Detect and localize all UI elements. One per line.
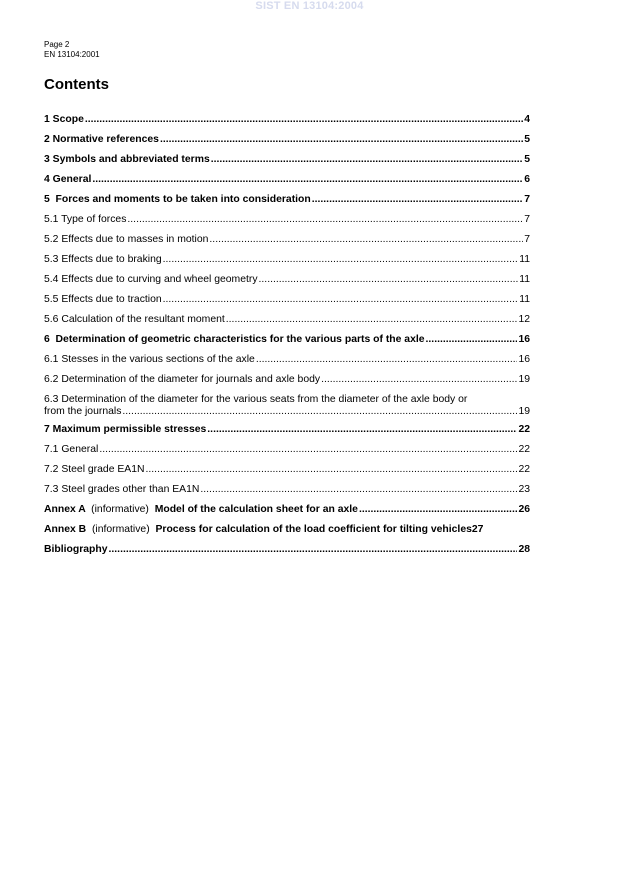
dot-leader — [226, 312, 518, 328]
toc-entry[interactable] — [44, 312, 530, 332]
toc-page-number: 22 — [518, 424, 530, 435]
toc-entry[interactable] — [44, 482, 530, 502]
toc-entry[interactable] — [44, 352, 530, 372]
toc-page-number: 23 — [518, 484, 530, 495]
dot-leader — [99, 442, 517, 458]
watermark: SIST EN 13104:2004 — [255, 0, 364, 12]
dot-leader — [160, 132, 523, 148]
toc-entry[interactable] — [44, 172, 530, 192]
toc-annex-heading — [44, 502, 358, 518]
toc-entry-text: 7.3 Steel grades other than EA1N — [44, 484, 200, 495]
toc-entry-text: 6 Determination of geometric characteristics for the various parts of the axle — [44, 334, 425, 345]
toc-page-number: 6 — [524, 174, 530, 185]
toc-page-number: 5 — [524, 134, 530, 145]
toc-entry-text: 5.4 Effects due to curving and wheel geometry — [44, 274, 258, 285]
dot-leader — [127, 212, 523, 228]
dot-leader — [359, 502, 518, 518]
toc-entry-text: Model of the calculation sheet for an axle — [154, 504, 358, 515]
toc-entry[interactable] — [44, 192, 530, 212]
dot-leader — [85, 112, 523, 128]
toc-entry-text-continued: from the journals — [44, 406, 122, 417]
toc-entry[interactable] — [44, 372, 530, 392]
toc-entry[interactable] — [44, 542, 530, 562]
toc-page-number: 22 — [518, 464, 530, 475]
dot-leader — [146, 462, 518, 478]
toc-entry[interactable] — [44, 112, 530, 132]
toc-entry-text: 5.5 Effects due to traction — [44, 294, 162, 305]
toc-entry[interactable] — [44, 232, 530, 252]
dot-leader — [211, 152, 523, 168]
annex-kind: (informative) — [91, 504, 149, 515]
toc-entry[interactable] — [44, 502, 530, 522]
toc-entry-text: 7.1 General — [44, 444, 99, 455]
document-id: EN 13104:2001 — [44, 50, 100, 59]
dot-leader — [122, 406, 517, 418]
toc-entry[interactable] — [44, 292, 530, 312]
toc-entry[interactable] — [44, 392, 530, 422]
toc-entry-text: 5 Forces and moments to be taken into consideration — [44, 194, 311, 205]
dot-leader — [163, 292, 519, 308]
toc-entry[interactable] — [44, 252, 530, 272]
toc-page-number: 5 — [524, 154, 530, 165]
dot-leader — [92, 172, 523, 188]
toc-page-number: 7 — [524, 234, 530, 245]
toc-page-number: 26 — [518, 504, 530, 515]
toc-entry-text: 5.2 Effects due to masses in motion — [44, 234, 209, 245]
page-header — [44, 40, 100, 60]
toc-page-number: 16 — [518, 334, 530, 345]
toc-entry[interactable] — [44, 132, 530, 152]
toc-entry-text: 5.3 Effects due to braking — [44, 254, 162, 265]
toc-entry-text: 6.3 Determination of the diameter for the various seats from the diameter of the axle body or — [44, 394, 468, 405]
annex-kind: (informative) — [91, 524, 150, 535]
dot-leader — [312, 192, 523, 208]
contents-title: Contents — [44, 76, 109, 93]
toc-entry-text: 7 Maximum permissible stresses — [44, 424, 207, 435]
toc-entry[interactable] — [44, 152, 530, 172]
dot-leader — [426, 332, 518, 348]
toc-annex-heading — [44, 522, 472, 538]
toc-entry-text: 5.6 Calculation of the resultant moment — [44, 314, 225, 325]
page-number-label: Page 2 — [44, 40, 70, 49]
toc-page-number: 22 — [518, 444, 530, 455]
toc-page-number: 11 — [519, 294, 530, 305]
toc-entry[interactable] — [44, 462, 530, 482]
toc-page-number: 19 — [518, 406, 530, 417]
toc-page-number: 27 — [471, 524, 484, 535]
toc-entry-text: 3 Symbols and abbreviated terms — [44, 154, 210, 165]
toc-entry-text: Bibliography — [44, 544, 108, 555]
toc-entry-text: 2 Normative references — [44, 134, 159, 145]
toc-page-number: 4 — [524, 114, 530, 125]
dot-leader — [207, 422, 517, 438]
toc-page-number: 16 — [518, 354, 530, 365]
toc-entry[interactable] — [44, 442, 530, 462]
toc-page-number: 12 — [518, 314, 530, 325]
dot-leader — [200, 482, 517, 498]
toc-entry-text: 6.2 Determination of the diameter for journals and axle body — [44, 374, 321, 385]
toc-entry[interactable] — [44, 522, 530, 542]
toc-entry[interactable] — [44, 422, 530, 442]
annex-label: Annex B — [44, 524, 87, 535]
toc-page-number: 7 — [524, 214, 530, 225]
toc-page-number: 11 — [519, 254, 530, 265]
dot-leader — [256, 352, 518, 368]
dot-leader — [259, 272, 519, 288]
toc-page-number: 7 — [524, 194, 530, 205]
toc-entry-text: 6.1 Stesses in the various sections of the axle — [44, 354, 255, 365]
toc-entry-text: 4 General — [44, 174, 92, 185]
dot-leader — [163, 252, 519, 268]
toc-page-number: 28 — [518, 544, 530, 555]
toc-page-number: 19 — [518, 374, 530, 385]
table-of-contents — [44, 112, 530, 562]
toc-entry[interactable] — [44, 212, 530, 232]
toc-entry[interactable] — [44, 272, 530, 292]
annex-label: Annex A — [44, 504, 86, 515]
toc-entry-text: Process for calculation of the load coefficient for tilting vehicles — [155, 524, 472, 535]
toc-entry-text: 1 Scope — [44, 114, 84, 125]
toc-entry-text: 5.1 Type of forces — [44, 214, 127, 225]
dot-leader — [109, 542, 518, 558]
dot-leader — [209, 232, 523, 248]
toc-entry[interactable] — [44, 332, 530, 352]
toc-entry-text: 7.2 Steel grade EA1N — [44, 464, 145, 475]
dot-leader — [321, 372, 517, 388]
toc-page-number: 11 — [519, 274, 530, 285]
